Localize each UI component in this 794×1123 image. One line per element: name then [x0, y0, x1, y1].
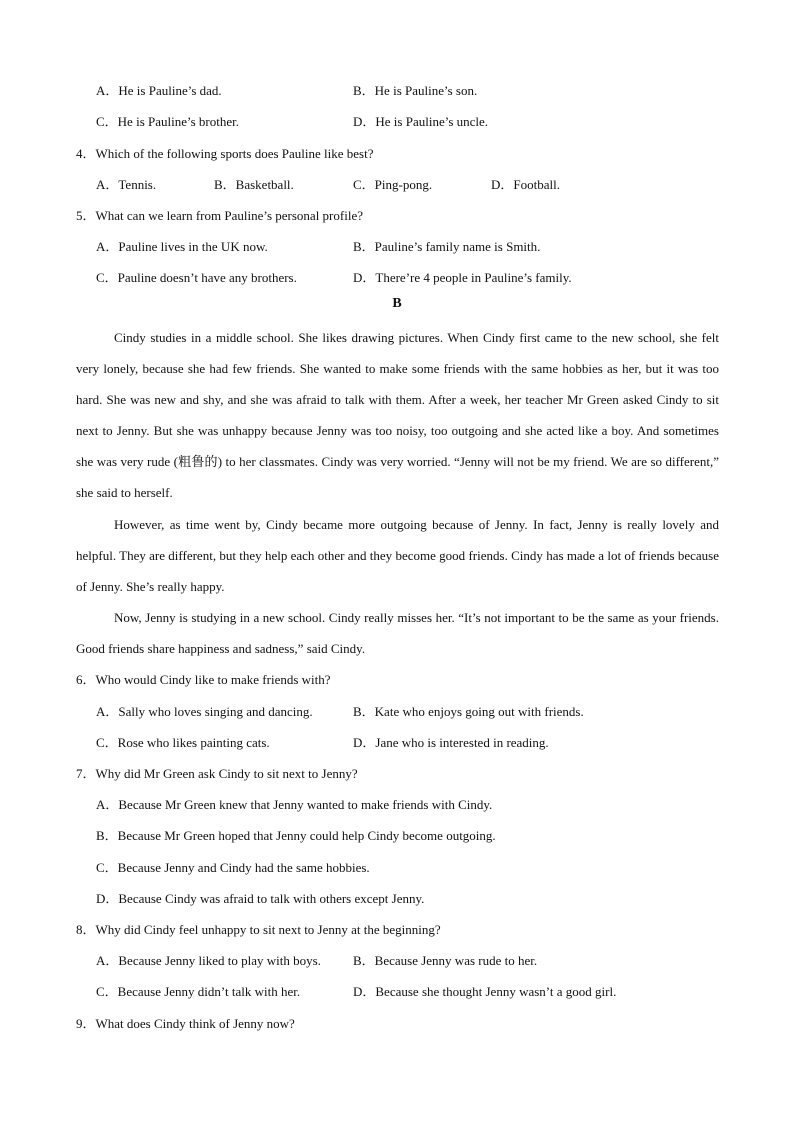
q8-option-c: C．Because Jenny didn’t talk with her. — [96, 984, 301, 999]
q5-option-d: D．There’re 4 people in Pauline’s family. — [353, 270, 572, 285]
q4-option-c: C．Ping-pong. — [353, 177, 433, 192]
q5-option-c: C．Pauline doesn’t have any brothers. — [96, 270, 297, 285]
q9-question: 9．What does Cindy think of Jenny now? — [76, 1016, 295, 1031]
q8-option-b: B．Because Jenny was rude to her. — [353, 953, 538, 968]
q4-option-b: B．Basketball. — [214, 177, 294, 192]
q7-option-c: C．Because Jenny and Cindy had the same hobbies. — [96, 860, 370, 875]
q4-question: 4．Which of the following sports does Pauline like best? — [76, 146, 374, 161]
q4-option-a: A．Tennis. — [96, 177, 157, 192]
q8-option-a: A．Because Jenny liked to play with boys. — [96, 953, 321, 968]
q8-option-d: D．Because she thought Jenny wasn’t a good girl. — [353, 984, 617, 999]
q7-option-a: A．Because Mr Green knew that Jenny wanted to make friends with Cindy. — [96, 797, 493, 812]
q7-option-d: D．Because Cindy was afraid to talk with others except Jenny. — [96, 891, 425, 906]
q5-option-a: A．Pauline lives in the UK now. — [96, 239, 268, 254]
q7-option-b: B．Because Mr Green hoped that Jenny could help Cindy become outgoing. — [96, 828, 496, 843]
passage-paragraph-2: However, as time went by, Cindy became more outgoing because of Jenny. In fact, Jenny is really lovely and helpful. They are different, but they help each other and they become good friends. Cindy has made a lot of friends because of Jenny. She’s really happy. — [76, 516, 719, 594]
passage-paragraph-3: Now, Jenny is studying in a new school. Cindy really misses her. “It’s not important to be the same as your friends. Good friends share happiness and sadness,” said Cindy. — [76, 609, 719, 656]
q6-question: 6．Who would Cindy like to make friends with? — [76, 672, 331, 687]
passage-paragraph-1: Cindy studies in a middle school. She likes drawing pictures. When Cindy first came to the new school, she felt very lonely, because she had few friends. She wanted to make some friends with the same hobbies as her, but it was too hard. She was new and shy, and she was afraid to talk with them. After a week, her teacher Mr Green asked Cindy to sit next to Jenny. But she was unhappy because Jenny was too noisy, too outgoing and she acted like a boy. And sometimes she was very rude (粗鲁的) to her classmates. Cindy was very worried. “Jenny will not be my friend. We are so different,” she said to herself. — [76, 330, 719, 501]
q3-option-b: B．He is Pauline’s son. — [353, 83, 478, 98]
reading-passage — [76, 322, 719, 664]
q5-option-b: B．Pauline’s family name is Smith. — [353, 239, 541, 254]
q6-option-c: C．Rose who likes painting cats. — [96, 735, 270, 750]
q3-option-c: C．He is Pauline’s brother. — [96, 114, 239, 129]
section-heading: B — [392, 296, 402, 311]
q8-question: 8．Why did Cindy feel unhappy to sit next to Jenny at the beginning? — [76, 922, 441, 937]
q6-option-a: A．Sally who loves singing and dancing. — [96, 704, 313, 719]
q3-option-d: D．He is Pauline’s uncle. — [353, 114, 489, 129]
q4-option-d: D．Football. — [491, 177, 560, 192]
q7-question: 7．Why did Mr Green ask Cindy to sit next to Jenny? — [76, 766, 358, 781]
q6-option-d: D．Jane who is interested in reading. — [353, 735, 549, 750]
q5-question: 5．What can we learn from Pauline’s personal profile? — [76, 208, 363, 223]
q6-option-b: B．Kate who enjoys going out with friends. — [353, 704, 584, 719]
q3-option-a: A．He is Pauline’s dad. — [96, 83, 222, 98]
